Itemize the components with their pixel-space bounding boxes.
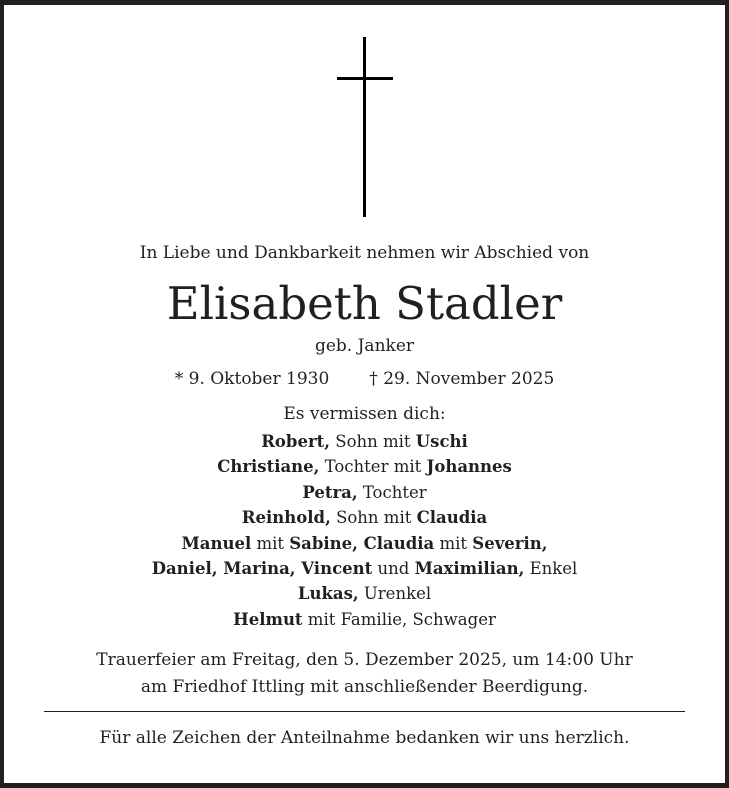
- family-relation-text: Urenkel: [358, 584, 432, 604]
- family-member-name: Lukas,: [297, 584, 359, 604]
- family-relation-text: Sohn mit: [330, 508, 417, 528]
- missed-by-heading: Es vermissen dich:: [283, 404, 446, 424]
- family-member-name: Reinhold,: [241, 508, 331, 528]
- family-relation-text: mit: [251, 533, 290, 553]
- family-member-name: Sabine, Claudia: [289, 533, 435, 553]
- maiden-name: geb. Janker: [314, 336, 415, 356]
- family-member-name: Daniel, Marina, Vincent: [151, 559, 373, 578]
- family-member-line: [0, 457, 729, 476]
- family-member-line: [0, 432, 729, 451]
- funeral-info-line-1: Trauerfeier am Freitag, den 5. Dezember 2025, um 14:00 Uhr: [96, 650, 633, 670]
- family-relation-text: und: [372, 559, 415, 578]
- cross-horizontal: [337, 77, 393, 80]
- family-member-name: Petra,: [302, 482, 358, 502]
- family-member-name: Johannes: [426, 457, 512, 477]
- cross-vertical: [363, 37, 366, 217]
- thanks-text: Für alle Zeichen der Anteilnahme bedanken wir uns herzlich.: [99, 728, 630, 748]
- family-member-name: Robert,: [261, 432, 331, 451]
- family-member-name: Uschi: [415, 432, 468, 451]
- family-member-line: [0, 534, 729, 553]
- family-member-line: [0, 483, 729, 502]
- family-member-line: [0, 559, 729, 578]
- family-member-name: Maximilian,: [414, 559, 525, 578]
- life-dates: [0, 369, 729, 389]
- family-member-name: Claudia: [416, 508, 488, 528]
- family-member-name: Manuel: [181, 533, 252, 553]
- family-relation-text: Tochter mit: [319, 457, 427, 477]
- family-member-name: Helmut: [233, 609, 303, 629]
- family-member-line: [0, 584, 729, 603]
- divider: [44, 711, 685, 712]
- birth-date: * 9. Oktober 1930: [174, 369, 330, 389]
- family-relation-text: Enkel: [524, 559, 578, 578]
- family-member-line: [0, 610, 729, 629]
- deceased-name: Elisabeth Stadler: [166, 277, 563, 330]
- family-relation-text: Tochter: [357, 482, 427, 502]
- family-relation-text: mit: [434, 533, 473, 553]
- intro-text: In Liebe und Dankbarkeit nehmen wir Abschied von: [139, 243, 590, 263]
- family-relation-text: Sohn mit: [330, 432, 416, 451]
- funeral-info-line-2: am Friedhof Ittling mit anschließender Beerdigung.: [140, 677, 589, 697]
- family-relation-text: mit Familie, Schwager: [302, 609, 496, 629]
- family-member-name: Severin,: [472, 533, 548, 553]
- death-date: † 29. November 2025: [369, 369, 555, 389]
- family-member-name: Christiane,: [217, 457, 320, 477]
- family-member-line: [0, 508, 729, 527]
